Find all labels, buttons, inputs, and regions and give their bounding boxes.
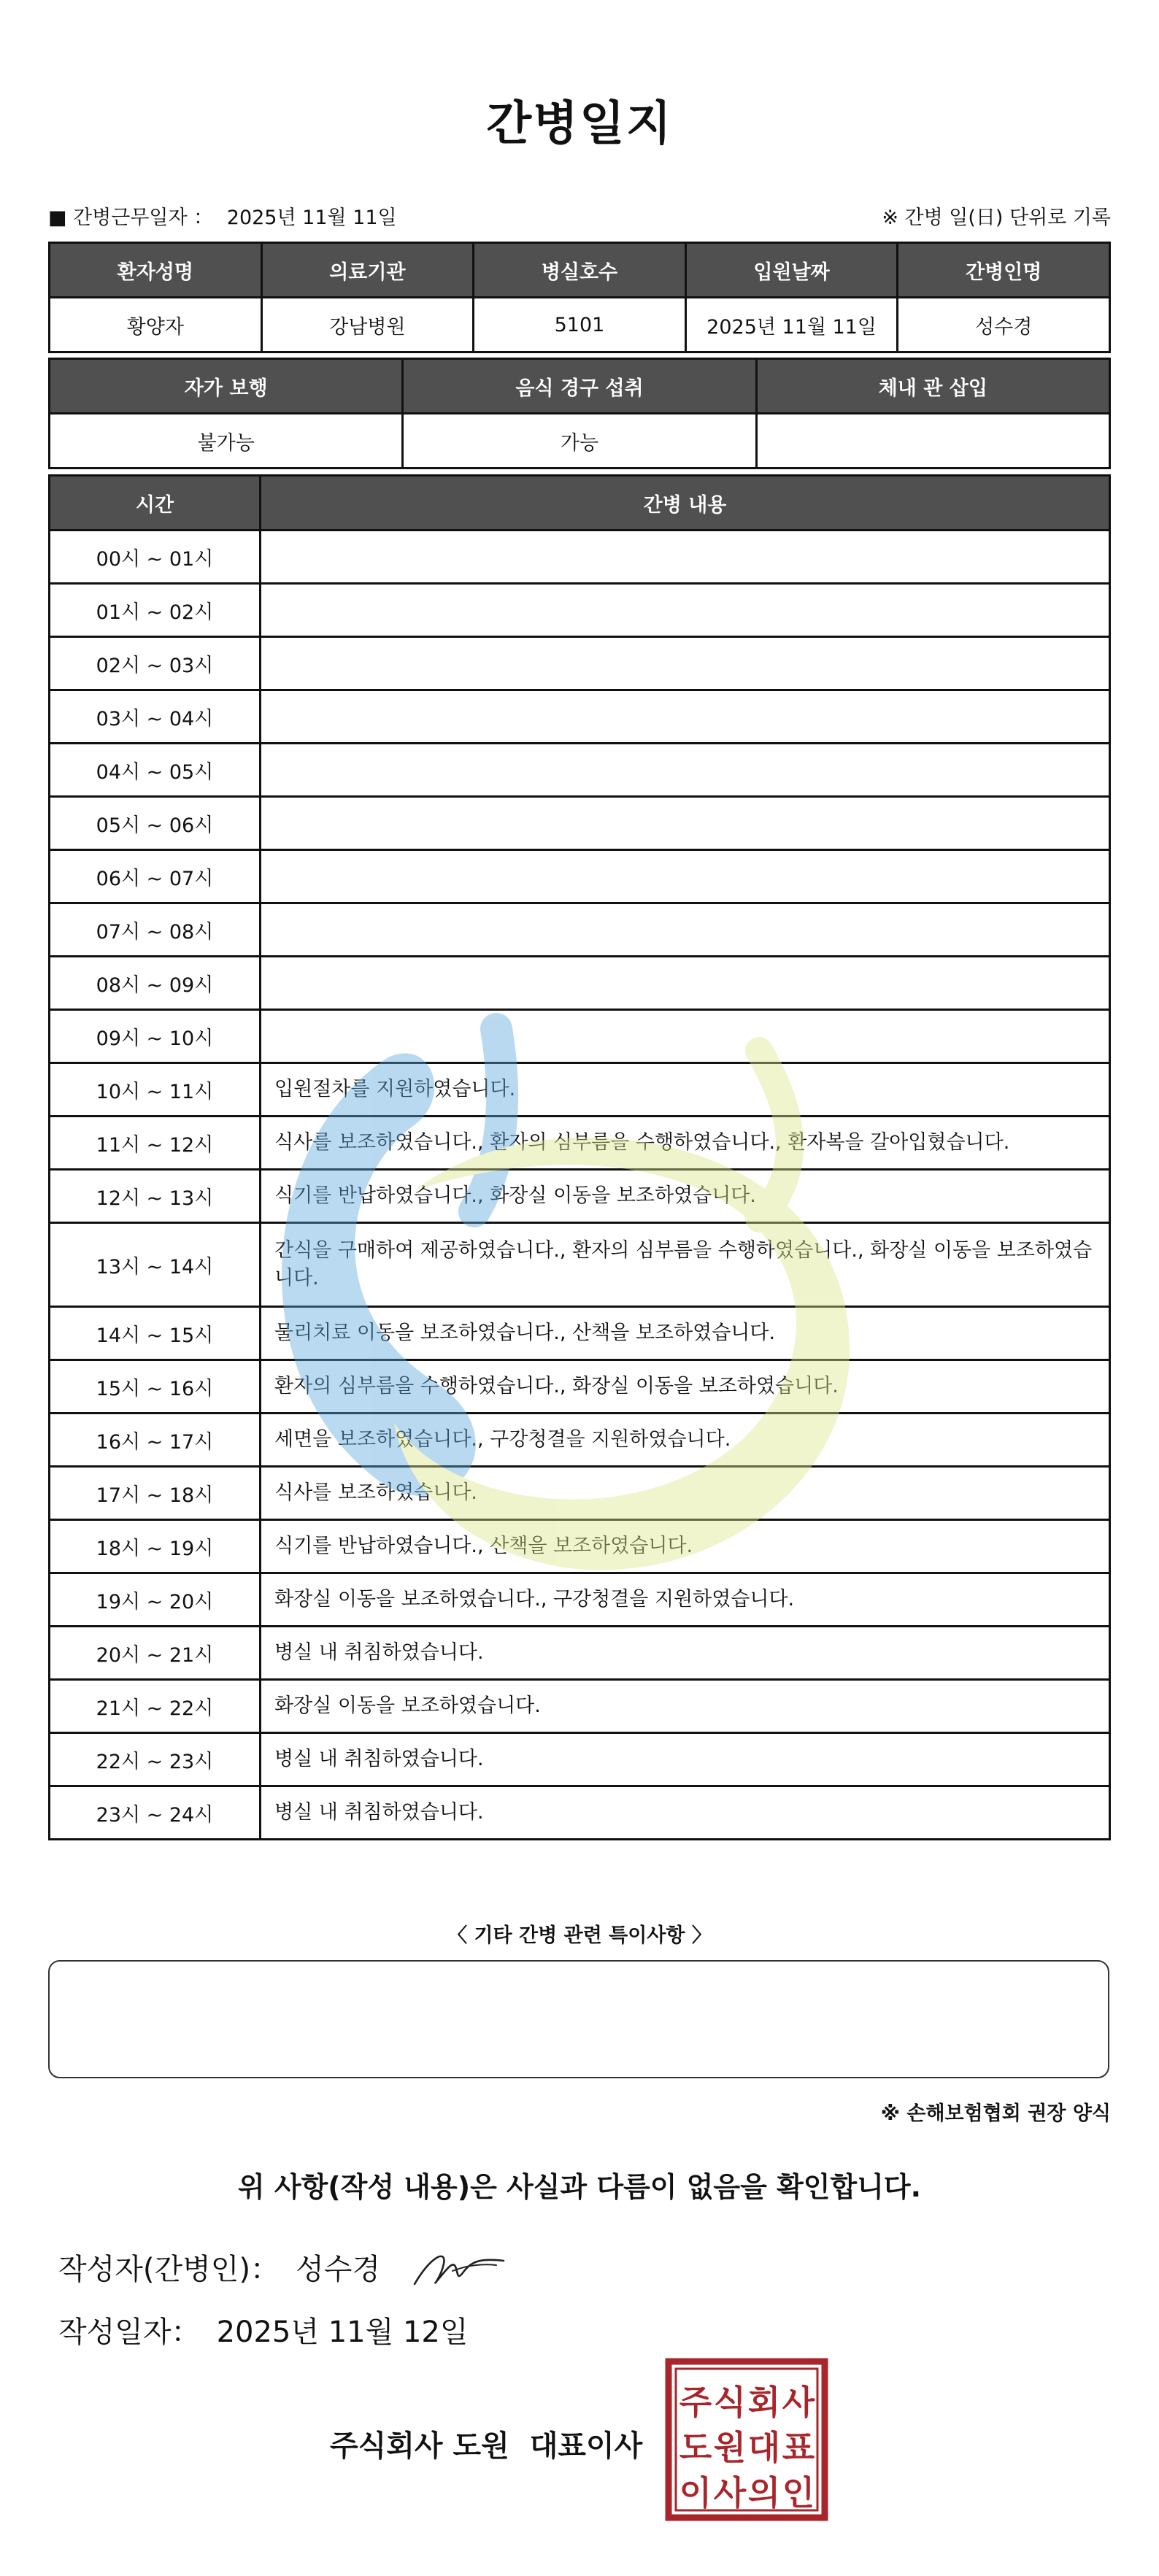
- care-time: 02시 ~ 03시: [50, 637, 261, 690]
- care-row: [50, 1117, 1110, 1170]
- patient-header-row: [50, 243, 1110, 298]
- care-row: [50, 1467, 1110, 1520]
- hourly-care-table: [48, 474, 1111, 1840]
- care-row: [50, 1733, 1110, 1786]
- care-time: 07시 ~ 08시: [50, 903, 261, 957]
- seal-character: 사: [782, 2383, 815, 2422]
- header-patient-name: 환자성명: [50, 243, 262, 298]
- seal-character: 의: [747, 2473, 781, 2513]
- header-tube-insertion: 체내 관 삽입: [756, 359, 1109, 414]
- seal-character: 인: [782, 2473, 815, 2513]
- written-date-line: [58, 2309, 469, 2351]
- care-row: [50, 957, 1110, 1010]
- care-time: 22시 ~ 23시: [50, 1733, 261, 1786]
- page-title: 간병일지: [486, 97, 673, 151]
- header-time: 시간: [50, 476, 261, 531]
- care-time: 03시 ~ 04시: [50, 690, 261, 744]
- care-time: 08시 ~ 09시: [50, 957, 261, 1010]
- work-date-label: ■ 간병근무일자 ：: [48, 207, 214, 229]
- seal-character: 원: [713, 2428, 747, 2467]
- care-row: [50, 1063, 1110, 1117]
- care-content[interactable]: 환자의 심부름을 수행하였습니다., 화장실 이동을 보조하였습니다.: [261, 1360, 1110, 1414]
- patient-status-table: [48, 358, 1111, 469]
- care-content[interactable]: [261, 531, 1110, 584]
- seal-character: 도: [679, 2428, 712, 2467]
- care-time: 12시 ~ 13시: [50, 1170, 261, 1223]
- care-content[interactable]: [261, 1010, 1110, 1063]
- care-content[interactable]: 물리치료 이동을 보조하였습니다., 산책을 보조하였습니다.: [261, 1307, 1110, 1360]
- header-oral-intake: 음식 경구 섭취: [403, 359, 756, 414]
- care-header-row: [50, 476, 1110, 531]
- care-time: 05시 ~ 06시: [50, 797, 261, 850]
- care-time: 23시 ~ 24시: [50, 1786, 261, 1840]
- header-care-content: 간병 내용: [261, 476, 1110, 531]
- care-row: [50, 690, 1110, 744]
- care-time: 15시 ~ 16시: [50, 1360, 261, 1414]
- care-time: 20시 ~ 21시: [50, 1627, 261, 1680]
- care-content[interactable]: [261, 797, 1110, 850]
- company-seal-icon: [664, 2357, 829, 2522]
- care-row: [50, 1414, 1110, 1467]
- care-time: 01시 ~ 02시: [50, 584, 261, 637]
- seal-character: 주: [679, 2383, 712, 2422]
- writer-label: 작성자(간병인)：: [58, 2253, 280, 2286]
- care-row: [50, 1170, 1110, 1223]
- header-hospital: 의료기관: [261, 243, 474, 298]
- tube-insertion-value: [756, 414, 1109, 468]
- patient-value-row: [50, 298, 1110, 352]
- care-row: [50, 1010, 1110, 1063]
- care-time: 06시 ~ 07시: [50, 850, 261, 903]
- seal-character: 식: [713, 2383, 747, 2422]
- seal-character: 회: [747, 2383, 781, 2422]
- special-notes-label: 〈 기타 간병 관련 특이사항 〉: [447, 1924, 712, 1947]
- header-self-walking: 자가 보행: [50, 359, 403, 414]
- seal-character: 이: [679, 2473, 712, 2513]
- room-number: 5101: [474, 298, 686, 352]
- seal-character: 사: [713, 2473, 747, 2513]
- care-content[interactable]: 병실 내 취침하였습니다.: [261, 1627, 1110, 1680]
- care-content[interactable]: 세면을 보조하였습니다., 구강청결을 지원하였습니다.: [261, 1414, 1110, 1467]
- work-date-value: 2025년 11월 11일: [226, 207, 397, 229]
- care-content[interactable]: 입원절차를 지원하였습니다.: [261, 1063, 1110, 1117]
- care-rows: [50, 531, 1110, 1840]
- header-caregiver-name: 간병인명: [898, 243, 1110, 298]
- company-name: 주식회사 도원: [330, 2429, 509, 2463]
- care-row: [50, 850, 1110, 903]
- care-row: [50, 1360, 1110, 1414]
- care-row: [50, 1573, 1110, 1627]
- care-row: [50, 1223, 1110, 1307]
- care-content[interactable]: [261, 850, 1110, 903]
- care-content[interactable]: 간식을 구매하여 제공하였습니다., 환자의 심부름을 수행하였습니다., 화장실 이동을 보조하였습니다.: [261, 1223, 1110, 1307]
- status-value-row: [50, 414, 1110, 468]
- care-row: [50, 1307, 1110, 1360]
- patient-info-table: [48, 242, 1111, 353]
- care-row: [50, 584, 1110, 637]
- header-admission-date: 입원날짜: [685, 243, 898, 298]
- care-time: 18시 ~ 19시: [50, 1520, 261, 1573]
- care-row: [50, 1627, 1110, 1680]
- care-content[interactable]: 식사를 보조하였습니다., 환자의 심부름을 수행하였습니다., 환자복을 갈아입혔습니다.: [261, 1117, 1110, 1170]
- care-row: [50, 1786, 1110, 1840]
- care-row: [50, 903, 1110, 957]
- writer-name: 성수경: [296, 2253, 380, 2286]
- work-date-line: [48, 201, 397, 230]
- care-time: 04시 ~ 05시: [50, 744, 261, 797]
- care-content[interactable]: 병실 내 취침하였습니다.: [261, 1786, 1110, 1840]
- status-header-row: [50, 359, 1110, 414]
- written-date-value: 2025년 11월 12일: [216, 2315, 469, 2349]
- care-time: 13시 ~ 14시: [50, 1223, 261, 1307]
- care-row: [50, 1520, 1110, 1573]
- care-row: [50, 1680, 1110, 1733]
- care-time: 11시 ~ 12시: [50, 1117, 261, 1170]
- oral-intake-value: 가능: [403, 414, 756, 468]
- care-content[interactable]: [261, 744, 1110, 797]
- company-line: [330, 2423, 642, 2464]
- care-content[interactable]: 화장실 이동을 보조하였습니다.: [261, 1680, 1110, 1733]
- self-walking-value: 불가능: [50, 414, 403, 468]
- writer-line: [58, 2246, 380, 2288]
- care-content[interactable]: 화장실 이동을 보조하였습니다., 구강청결을 지원하였습니다.: [261, 1573, 1110, 1627]
- confirmation-statement: 위 사항(작성 내용)은 사실과 다름이 없음을 확인합니다.: [237, 2171, 922, 2203]
- care-row: [50, 637, 1110, 690]
- care-time: 09시 ~ 10시: [50, 1010, 261, 1063]
- care-row: [50, 531, 1110, 584]
- written-date-label: 작성일자：: [58, 2315, 201, 2349]
- special-notes-box[interactable]: [48, 1960, 1109, 2078]
- record-unit-note: ※ 간병 일(日) 단위로 기록: [882, 207, 1111, 229]
- header-room-number: 병실호수: [474, 243, 686, 298]
- care-time: 00시 ~ 01시: [50, 531, 261, 584]
- care-content[interactable]: [261, 637, 1110, 690]
- care-content[interactable]: 병실 내 취침하였습니다.: [261, 1733, 1110, 1786]
- care-content[interactable]: [261, 957, 1110, 1010]
- care-content[interactable]: [261, 903, 1110, 957]
- care-content[interactable]: 식기를 반납하였습니다., 화장실 이동을 보조하였습니다.: [261, 1170, 1110, 1223]
- care-content[interactable]: 식사를 보조하였습니다.: [261, 1467, 1110, 1520]
- care-time: 17시 ~ 18시: [50, 1467, 261, 1520]
- recommend-note: ※ 손해보험협회 권장 양식: [880, 2102, 1111, 2125]
- care-time: 10시 ~ 11시: [50, 1063, 261, 1117]
- care-time: 14시 ~ 15시: [50, 1307, 261, 1360]
- caregiver-name: 성수경: [898, 298, 1110, 352]
- ceo-title: 대표이사: [529, 2429, 643, 2463]
- care-time: 16시 ~ 17시: [50, 1414, 261, 1467]
- hospital-name: 강남병원: [261, 298, 474, 352]
- signature-icon: [409, 2242, 511, 2293]
- special-notes-content: [50, 1962, 1108, 1988]
- admission-date: 2025년 11월 11일: [685, 298, 898, 352]
- care-row: [50, 744, 1110, 797]
- seal-character: 대: [747, 2428, 781, 2467]
- care-time: 19시 ~ 20시: [50, 1573, 261, 1627]
- patient-name: 황양자: [50, 298, 262, 352]
- care-row: [50, 797, 1110, 850]
- care-content[interactable]: [261, 584, 1110, 637]
- care-time: 21시 ~ 22시: [50, 1680, 261, 1733]
- seal-character: 표: [782, 2428, 815, 2467]
- care-content[interactable]: 식기를 반납하였습니다., 산책을 보조하였습니다.: [261, 1520, 1110, 1573]
- care-content[interactable]: [261, 690, 1110, 744]
